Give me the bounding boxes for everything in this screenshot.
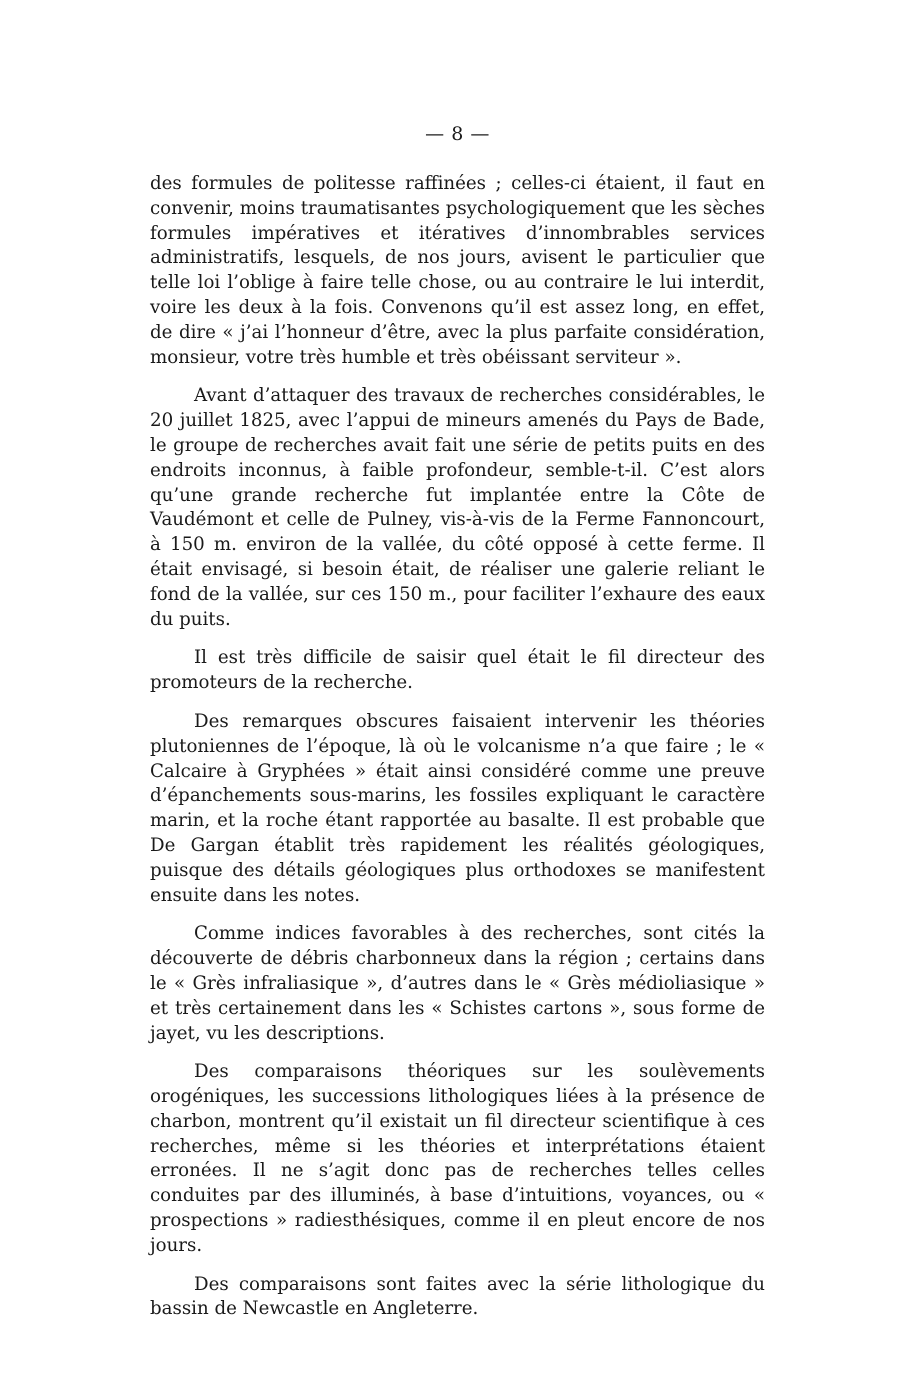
paragraph-theories-plutoniennes: Des remarques obscures faisaient intervenir les théories plutoniennes de l’époque, là où le volcanisme n’a que faire ; le « Calcaire à Gryphées » était ainsi considéré comme une preuve d’épanchements sous-marins, les fossiles expliquant le caractère marin, et la roche étant rapportée au basalte. Il est probable que De Gargan établit très rapidement les réalités géologiques, puisque des détails géologiques plus orthodoxes se manifestent ensuite dans les notes. xyxy=(150,710,765,906)
paragraph-newcastle: Des comparaisons sont faites avec la série lithologique du bassin de Newcastle en Angleterre. xyxy=(150,1273,765,1320)
paragraph-continuation: des formules de politesse raffinées ; celles-ci étaient, il faut en convenir, moins traumatisantes psychologiquement que les sèches formules impératives et itératives d’innombrables services administratifs, lesquels, de nos jours, avisent le particulier que telle loi l’oblige à faire telle chose, ou au contraire le lui interdit, voire les deux à la fois. Convenons qu’il est assez long, en effet, de dire « j’ai l’honneur d’être, avec la plus parfaite considération, monsieur, votre très humble et très obéissant serviteur ». xyxy=(150,173,765,368)
paragraph-comparaisons-theoriques: Des comparaisons théoriques sur les soulèvements orogéniques, les successions lithologiques liées à la présence de charbon, montrent qu’il existait un fil directeur scientifique à ces recherches, même si les théories et interprétations étaient erronées. Il ne s’agit donc pas de recherches telles celles conduites par des illuminés, à base d’intuitions, voyances, ou « prospections » radiesthésiques, comme il en pleut encore de nos jours. xyxy=(150,1061,765,1256)
paragraph-fil-directeur: Il est très difficile de saisir quel était le fil directeur des promoteurs de la recherche. xyxy=(150,647,765,694)
page-number: — 8 — xyxy=(425,123,490,145)
body-text xyxy=(150,172,765,1322)
paragraph-indices-favorables: Comme indices favorables à des recherches, sont cités la découverte de débris charbonneux dans la région ; certains dans le « Grès infraliasique », d’autres dans le « Grès médioliasique » et très certainement dans les « Schistes cartons », sous forme de jayet, vu les descriptions. xyxy=(150,923,765,1044)
paragraph-recherches-1825: Avant d’attaquer des travaux de recherches considérables, le 20 juillet 1825, avec l’appui de mineurs amenés du Pays de Bade, le groupe de recherches avait fait une série de petits puits en des endroits inconnus, à faible profondeur, semble-t-il. C’est alors qu’une grande recherche fut implantée entre la Côte de Vaudémont et celle de Pulney, vis-à-vis de la Ferme Fannoncourt, à 150 m. environ de la vallée, du côté opposé à cette ferme. Il était envisagé, si besoin était, de réaliser une galerie reliant le fond de la vallée, sur ces 150 m., pour faciliter l’exhaure des eaux du puits. xyxy=(150,385,765,630)
